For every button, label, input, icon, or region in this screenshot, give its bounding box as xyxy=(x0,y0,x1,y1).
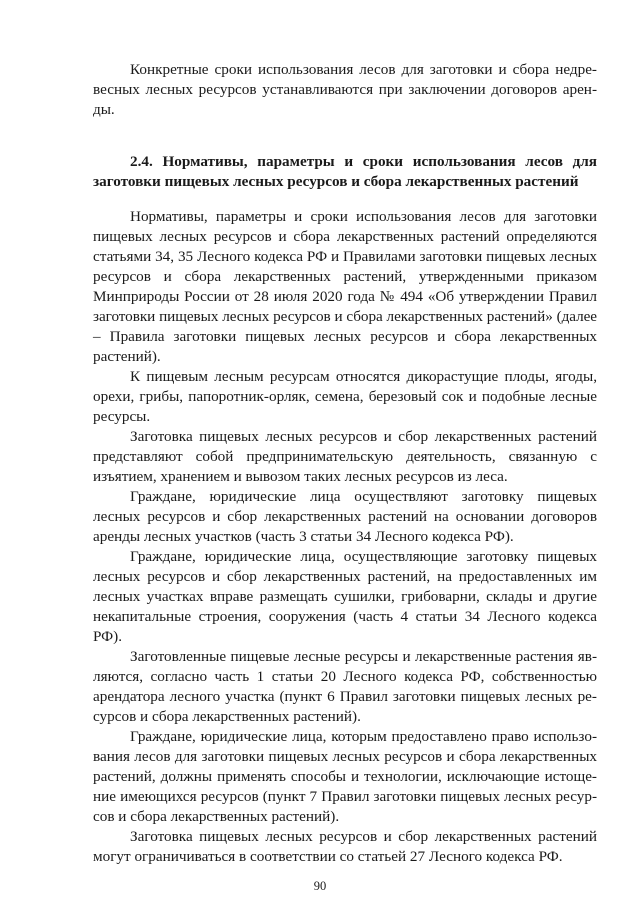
text-line: – Правила заготовки пищевых лесных ресурсов и сбора лекарственных xyxy=(93,328,597,345)
text-line: лесных ресурсов и сбор лекарственных растений, на предоставленных им xyxy=(93,568,597,585)
page-number: 90 xyxy=(313,879,327,893)
text-line: растений). xyxy=(93,348,161,365)
text-line: сурсов и сбора лекарственных растений). xyxy=(93,708,361,725)
text-line: статьями 34, 35 Лесного кодекса РФ и Правилами заготовки пищевых лесных xyxy=(93,248,597,265)
text-line: вания лесов для заготовки пищевых лесных ресурсов и сбора лекарственных xyxy=(93,748,597,765)
text-line: лесных ресурсов и сбор лекарственных растений на основании договоров xyxy=(93,508,597,525)
text-line: Минприроды России от 28 июля 2020 года № 494 «Об утверждении Правил xyxy=(93,288,597,305)
text-line: Заготовка пищевых лесных ресурсов и сбор лекарственных растений xyxy=(130,428,597,445)
text-line: растений, должны применять способы и технологии, исключающие истоще- xyxy=(93,768,597,785)
text-line: ды. xyxy=(93,101,115,118)
text-line: ресурсов и сбора лекарственных растений, утвержденными приказом xyxy=(93,268,597,285)
text-line: К пищевым лесным ресурсам относятся дикорастущие плоды, ягоды, xyxy=(130,368,597,385)
heading-line: заготовки пищевых лесных ресурсов и сбора лекарственных растений xyxy=(93,173,579,190)
text-line: заготовки пищевых лесных ресурсов и сбора лекарственных растений» (далее xyxy=(93,308,597,325)
text-line: Граждане, юридические лица, осуществляющие заготовку пищевых xyxy=(130,548,597,565)
text-line: могут ограничиваться в соответствии со статьей 27 Лесного кодекса РФ. xyxy=(93,848,563,865)
text-line: весных лесных ресурсов устанавливаются при заключении договоров арен- xyxy=(93,81,597,98)
text-line: аренды лесных участков (часть 3 статьи 34 Лесного кодекса РФ). xyxy=(93,528,514,545)
text-line: изъятием, хранением и вывозом таких лесных ресурсов из леса. xyxy=(93,468,508,485)
text-line: ние имеющихся ресурсов (пункт 7 Правил заготовки пищевых лесных ресур- xyxy=(93,788,597,805)
text-line: Нормативы, параметры и сроки использования лесов для заготовки xyxy=(130,208,597,225)
text-line: пищевых лесных ресурсов и сбора лекарственных растений определяются xyxy=(93,228,597,245)
text-line: Конкретные сроки использования лесов для заготовки и сбора недре- xyxy=(130,61,597,78)
text-line: ляются, согласно часть 1 статьи 20 Лесного кодекса РФ, собственностью xyxy=(93,668,597,685)
text-line: арендатора лесного участка (пункт 6 Правил заготовки пищевых лесных ре- xyxy=(93,688,597,705)
heading-line: 2.4. Нормативы, параметры и сроки использования лесов для xyxy=(130,153,597,170)
text-line: Заготовленные пищевые лесные ресурсы и лекарственные растения яв- xyxy=(130,648,597,665)
text-line: РФ). xyxy=(93,628,123,645)
text-line: лесных участках вправе размещать сушилки, грибоварни, склады и другие xyxy=(93,588,597,605)
text-line: представляют собой предпринимательскую деятельность, связанную с xyxy=(93,448,597,465)
text-line: Граждане, юридические лица осуществляют заготовку пищевых xyxy=(130,488,597,505)
text-line: Граждане, юридические лица, которым предоставлено право использо- xyxy=(130,728,597,745)
text-line: ресурсы. xyxy=(93,408,151,425)
text-line: некапитальные строения, сооружения (часть 4 статьи 34 Лесного кодекса xyxy=(93,608,597,625)
text-line: Заготовка пищевых лесных ресурсов и сбор лекарственных растений xyxy=(130,828,597,845)
text-line: орехи, грибы, папоротник-орляк, семена, березовый сок и подобные лесные xyxy=(93,388,597,405)
text-line: сов и сбора лекарственных растений). xyxy=(93,808,340,825)
